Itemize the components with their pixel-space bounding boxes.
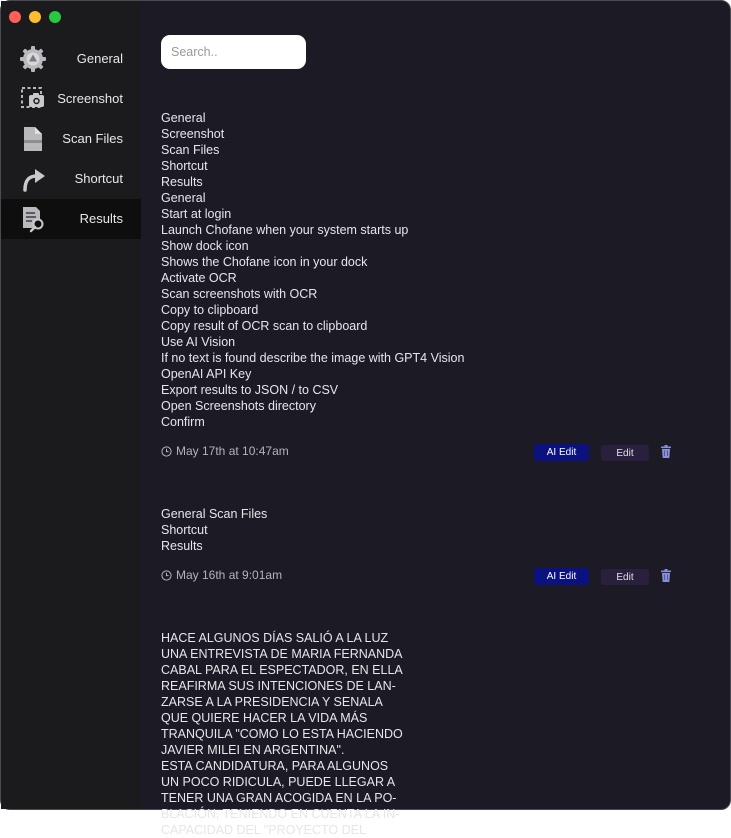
sidebar-item-label: Results bbox=[79, 211, 123, 226]
result-line: Scan Files bbox=[161, 143, 220, 157]
trash-icon[interactable] bbox=[660, 569, 672, 582]
ocr-line: ZARSE A LA PRESIDENCIA Y SENALA bbox=[161, 695, 383, 709]
ocr-line: TENER UNA GRAN ACOGIDA EN LA PO- bbox=[161, 791, 397, 805]
close-window-button[interactable] bbox=[9, 11, 21, 23]
results-list bbox=[161, 110, 681, 838]
result-line: Confirm bbox=[161, 415, 205, 429]
clock-icon bbox=[161, 446, 172, 457]
results-panel bbox=[141, 1, 730, 837]
result-line: Scan screenshots with OCR bbox=[161, 287, 318, 301]
ocr-line: UNA ENTREVISTA DE MARIA FERNANDA bbox=[161, 647, 403, 661]
sidebar-item-label: Screenshot bbox=[57, 91, 123, 106]
document-search-icon bbox=[19, 206, 47, 232]
edit-button[interactable]: Edit bbox=[601, 569, 649, 585]
result-line: Results bbox=[161, 539, 203, 553]
edit-button[interactable]: Edit bbox=[601, 445, 649, 461]
sidebar-item-scan-files[interactable] bbox=[1, 119, 141, 159]
sidebar-item-label: Scan Files bbox=[62, 131, 123, 146]
result-line: Shortcut bbox=[161, 523, 208, 537]
result-meta bbox=[161, 566, 681, 590]
result-date bbox=[161, 444, 289, 458]
ocr-line: JAVIER MILEI EN ARGENTINA". bbox=[161, 743, 345, 757]
result-line: Use AI Vision bbox=[161, 335, 236, 349]
sidebar-nav bbox=[1, 39, 141, 239]
result-line: Activate OCR bbox=[161, 271, 237, 285]
arrow-forward-icon bbox=[19, 166, 47, 192]
result-entry bbox=[161, 506, 681, 590]
result-text bbox=[161, 506, 681, 554]
result-line: If no text is found describe the image with GPT4 Vision bbox=[161, 351, 465, 365]
ocr-line: CABAL PARA EL ESPECTADOR, EN ELLA bbox=[161, 663, 403, 677]
ai-edit-button[interactable]: AI Edit bbox=[534, 568, 589, 585]
clock-icon bbox=[161, 570, 172, 581]
result-line: Open Screenshots directory bbox=[161, 399, 316, 413]
sidebar-item-results[interactable] bbox=[1, 199, 141, 239]
result-line: Copy result of OCR scan to clipboard bbox=[161, 319, 368, 333]
result-date-text: May 16th at 9:01am bbox=[176, 568, 283, 582]
ocr-line: CAPACIDAD DEL "PROYECTO DEL bbox=[161, 823, 366, 837]
zoom-window-button[interactable] bbox=[49, 11, 61, 23]
sidebar-item-label: General bbox=[76, 51, 123, 66]
window-controls bbox=[9, 11, 61, 23]
ocr-line: BLACIÓN, TENIENDO EN CUENTA LA IN- bbox=[161, 807, 400, 821]
ocr-line: UN POCO RIDICULA, PUEDE LLEGAR A bbox=[161, 775, 396, 789]
ocr-result-text bbox=[161, 630, 681, 838]
result-line: General bbox=[161, 111, 206, 125]
result-line: Shows the Chofane icon in your dock bbox=[161, 255, 368, 269]
result-line: Export results to JSON / to CSV bbox=[161, 383, 339, 397]
ocr-line: REAFIRMA SUS INTENCIONES DE LAN- bbox=[161, 679, 396, 693]
gear-icon bbox=[19, 46, 47, 72]
ai-edit-button[interactable]: AI Edit bbox=[534, 444, 589, 461]
screenshot-icon bbox=[19, 86, 47, 112]
sidebar-item-general[interactable] bbox=[1, 39, 141, 79]
result-text bbox=[161, 110, 681, 430]
result-line: Start at login bbox=[161, 207, 232, 221]
search-input[interactable] bbox=[161, 35, 306, 69]
ocr-line: QUE QUIERE HACER LA VIDA MÁS bbox=[161, 711, 368, 725]
result-line: Screenshot bbox=[161, 127, 225, 141]
ocr-line: HACE ALGUNOS DÍAS SALIÓ A LA LUZ bbox=[161, 631, 389, 645]
result-line: Launch Chofane when your system starts up bbox=[161, 223, 409, 237]
sidebar-item-shortcut[interactable] bbox=[1, 159, 141, 199]
result-date-text: May 17th at 10:47am bbox=[176, 444, 289, 458]
sidebar bbox=[1, 1, 141, 809]
sidebar-item-label: Shortcut bbox=[74, 171, 123, 186]
result-line: General bbox=[161, 191, 206, 205]
result-line: Results bbox=[161, 175, 203, 189]
sidebar-item-screenshot[interactable] bbox=[1, 79, 141, 119]
ocr-line: ESTA CANDIDATURA, PARA ALGUNOS bbox=[161, 759, 389, 773]
trash-icon[interactable] bbox=[660, 445, 672, 458]
result-line: Copy to clipboard bbox=[161, 303, 259, 317]
file-icon bbox=[19, 126, 47, 152]
minimize-window-button[interactable] bbox=[29, 11, 41, 23]
result-entry bbox=[161, 110, 681, 466]
result-line: Show dock icon bbox=[161, 239, 249, 253]
ocr-line: TRANQUILA "COMO LO ESTA HACIENDO bbox=[161, 727, 403, 741]
result-line: Shortcut bbox=[161, 159, 208, 173]
result-meta bbox=[161, 442, 681, 466]
result-date bbox=[161, 568, 282, 582]
result-line: OpenAI API Key bbox=[161, 367, 252, 381]
result-line: General Scan Files bbox=[161, 507, 268, 521]
